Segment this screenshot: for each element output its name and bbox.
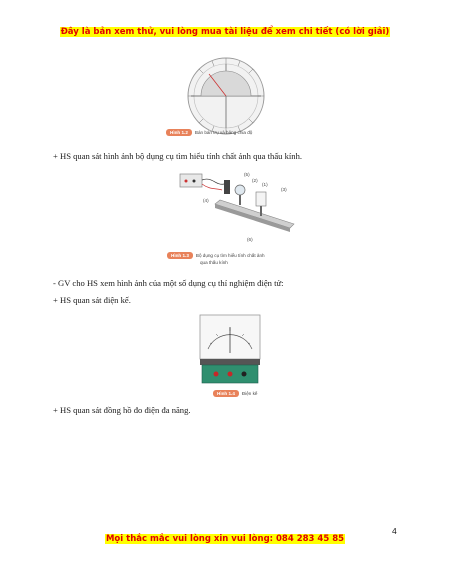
figure-1-3-tag: Hình 1.3 [167, 252, 193, 259]
footer-notice [0, 534, 450, 544]
page-number: 4 [392, 526, 397, 536]
label-2: (2) [252, 178, 258, 183]
paragraph-line: + HS quan sát hình ảnh bộ dụng cụ tìm hiểu tính chất ảnh qua thấu kính. [53, 151, 303, 161]
figure-1-2-caption-text: Bán bán trụ và bảng chia độ [194, 130, 253, 135]
header-notice [0, 27, 450, 37]
paragraph-line: + HS quan sát điện kế. [53, 295, 131, 305]
label-5: (5) [244, 172, 250, 177]
figure-1-4-caption [213, 390, 257, 397]
figure-1-4-tag: Hình 1.4 [213, 390, 239, 397]
figure-1-3-caption-line-2: qua thấu kính [200, 260, 228, 265]
paragraph-line: + HS quan sát đồng hồ đo điện đa năng. [53, 405, 191, 415]
optical-bench-image [150, 166, 300, 248]
footer-notice-text: Mọi thắc mắc vui lòng xin vui lòng: 084 283 45 85 [105, 534, 345, 544]
figure-1-3-caption-text: Bộ dụng cụ tìm hiểu tính chất ảnh [195, 253, 265, 258]
figure-1-3-caption [167, 252, 265, 259]
protractor-image [183, 56, 269, 136]
figure-1-2-caption [166, 129, 252, 136]
label-6: (6) [247, 237, 253, 242]
label-1: (1) [262, 182, 268, 187]
figure-1-4-caption-text: Điện kế [241, 391, 258, 396]
label-3: (3) [281, 187, 287, 192]
label-4: (4) [203, 198, 209, 203]
paragraph-line: - GV cho HS xem hình ảnh của một số dụng cụ thí nghiệm điện tử: [53, 278, 284, 288]
header-notice-text: Đây là bản xem thử, vui lòng mua tài liệu để xem chi tiết (có lời giải) [60, 27, 390, 37]
galvanometer-image [198, 313, 262, 385]
figure-1-2-tag: Hình 1.2 [166, 129, 192, 136]
